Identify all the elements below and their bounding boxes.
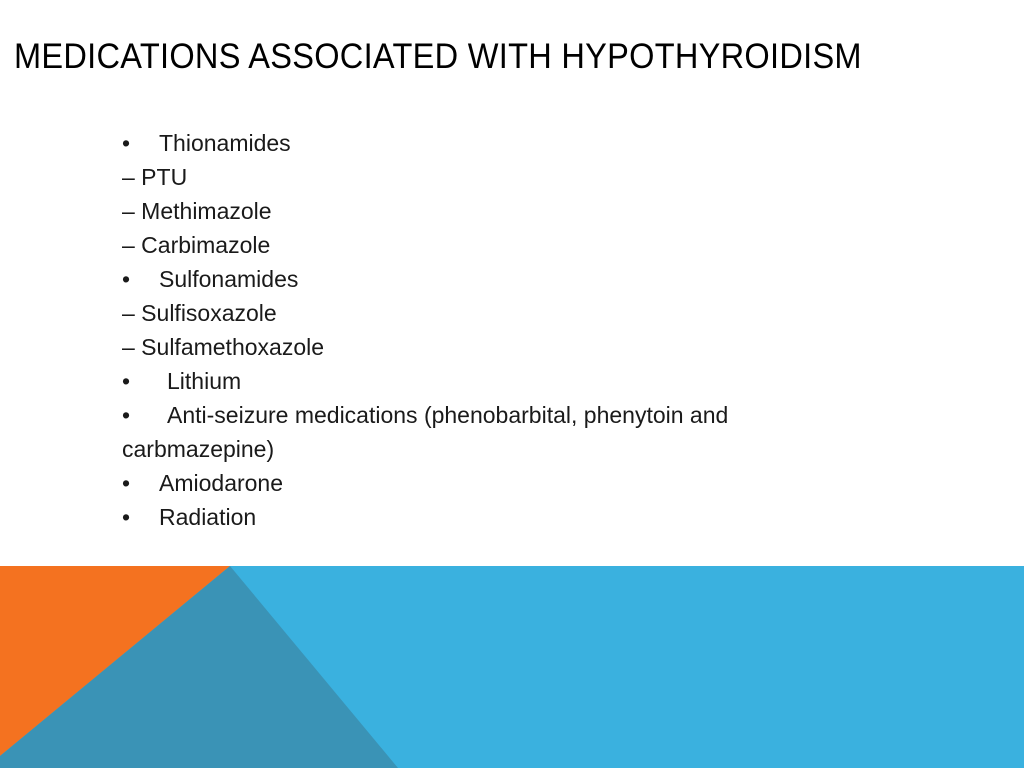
bullet-list bbox=[122, 126, 882, 534]
bullet-item-amiodarone bbox=[122, 466, 882, 500]
bullet-text: Lithium bbox=[167, 368, 242, 394]
sub-item-carbimazole bbox=[122, 228, 882, 262]
sub-item-sulfamethoxazole bbox=[122, 330, 882, 364]
sub-item-sulfisoxazole bbox=[122, 296, 882, 330]
sub-item-text: – Sulfamethoxazole bbox=[122, 334, 325, 360]
bullet-dot: • bbox=[122, 504, 131, 530]
sub-item-ptu bbox=[122, 160, 882, 194]
slide-title: MEDICATIONS ASSOCIATED WITH HYPOTHYROIDISM bbox=[14, 37, 862, 76]
sub-item-text: – Carbimazole bbox=[122, 232, 271, 258]
bullet-dot: • bbox=[122, 266, 131, 292]
bullet-item-sulfonamides bbox=[122, 262, 882, 296]
bullet-text: Amiodarone bbox=[159, 470, 284, 496]
bullet-dot: • bbox=[122, 130, 131, 156]
bullet-dot: • bbox=[122, 402, 131, 428]
bullet-item-anti-seizure bbox=[122, 398, 882, 466]
bullet-dot: • bbox=[122, 470, 131, 496]
sub-item-methimazole bbox=[122, 194, 882, 228]
bullet-dot: • bbox=[122, 368, 131, 394]
sub-item-text: – Sulfisoxazole bbox=[122, 300, 277, 326]
bullet-item-thionamides bbox=[122, 126, 882, 160]
sub-item-text: – PTU bbox=[122, 164, 188, 190]
sub-item-text: – Methimazole bbox=[122, 198, 272, 224]
bullet-item-lithium bbox=[122, 364, 882, 398]
bullet-text: Thionamides bbox=[159, 130, 291, 156]
bullet-text: Sulfonamides bbox=[159, 266, 299, 292]
bullet-item-radiation bbox=[122, 500, 882, 534]
footer-decoration bbox=[0, 566, 1024, 768]
bullet-text: Radiation bbox=[159, 504, 257, 530]
bullet-text: Anti-seizure medications (phenobarbital, phenytoin and carbmazepine) bbox=[122, 402, 729, 462]
